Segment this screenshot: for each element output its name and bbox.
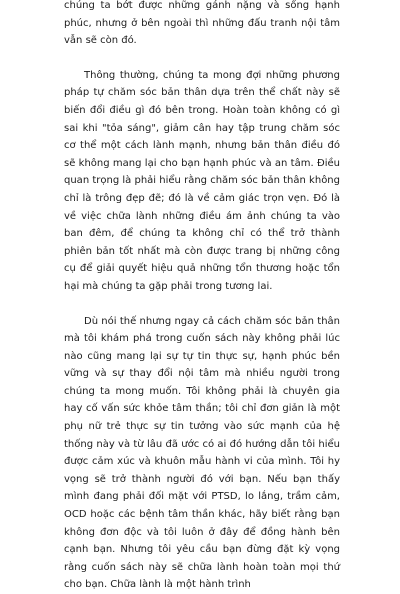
paragraph: Thông thường, chúng ta mong đợi những phương pháp tự chăm sóc bản thân dựa trên thể chất này sẽ biến đổi điều gì đó bên trong. Hoàn toàn không có gì sai khi "tỏa sáng", giảm cân hay tập trung chăm sóc cơ thể một cách lành mạnh, nhưng bản thân điều đó sẽ không mang lại cho bạn hạnh phúc và an tâm. Điều quan trọng là phải hiểu rằng chăm sóc bản thân không chỉ là trông đẹp đẽ; đó là về cảm giác trọn vẹn. Đó là về việc chữa lành những điều ám ảnh chúng ta vào ban đêm, để chúng ta không chỉ có thể trở thành phiên bản tốt nhất mà còn được trang bị những công cụ để giải quyết hiệu quả những tổn thương hoặc tổn hại mà chúng ta gặp phải trong tương lai. bbox=[64, 67, 340, 296]
paragraph: Dù nói thế nhưng ngay cả cách chăm sóc bản thân mà tôi khám phá trong cuốn sách này không phải lúc nào cũng mang lại sự tự tin thực sự, hạnh phúc bền vững và sự thay đổi nội tâm mà nhiều người trong chúng ta mong muốn. Tôi không phải là chuyên gia hay cố vấn sức khỏe tâm thần; tôi chỉ đơn giản là một phụ nữ trẻ thực sự tin tưởng vào sức mạnh của hệ thống này và từ lâu đã ước có ai đó hướng dẫn tôi hiểu được cảm xúc và khuôn mẫu hành vi của mình. Tôi hy vọng sẽ trở thành người đó với bạn. Nếu bạn thấy mình đang phải đối mặt với PTSD, lo lắng, trầm cảm, OCD hoặc các bệnh tâm thần khác, hãy biết rằng bạn không đơn độc và tôi luôn ở đây để đồng hành bên cạnh bạn. Nhưng tôi yêu cầu bạn đừng đặt kỳ vọng rằng cuốn sách này sẽ chữa lành hoàn toàn mọi thứ cho bạn. Chữa lành là một hành trình bbox=[64, 313, 340, 594]
body-text bbox=[64, 0, 340, 594]
paragraph-continued: chúng ta bớt được những gánh nặng và sống hạnh phúc, nhưng ở bên ngoài thì những đấu tranh nội tâm vẫn sẽ còn đó. bbox=[64, 0, 340, 50]
